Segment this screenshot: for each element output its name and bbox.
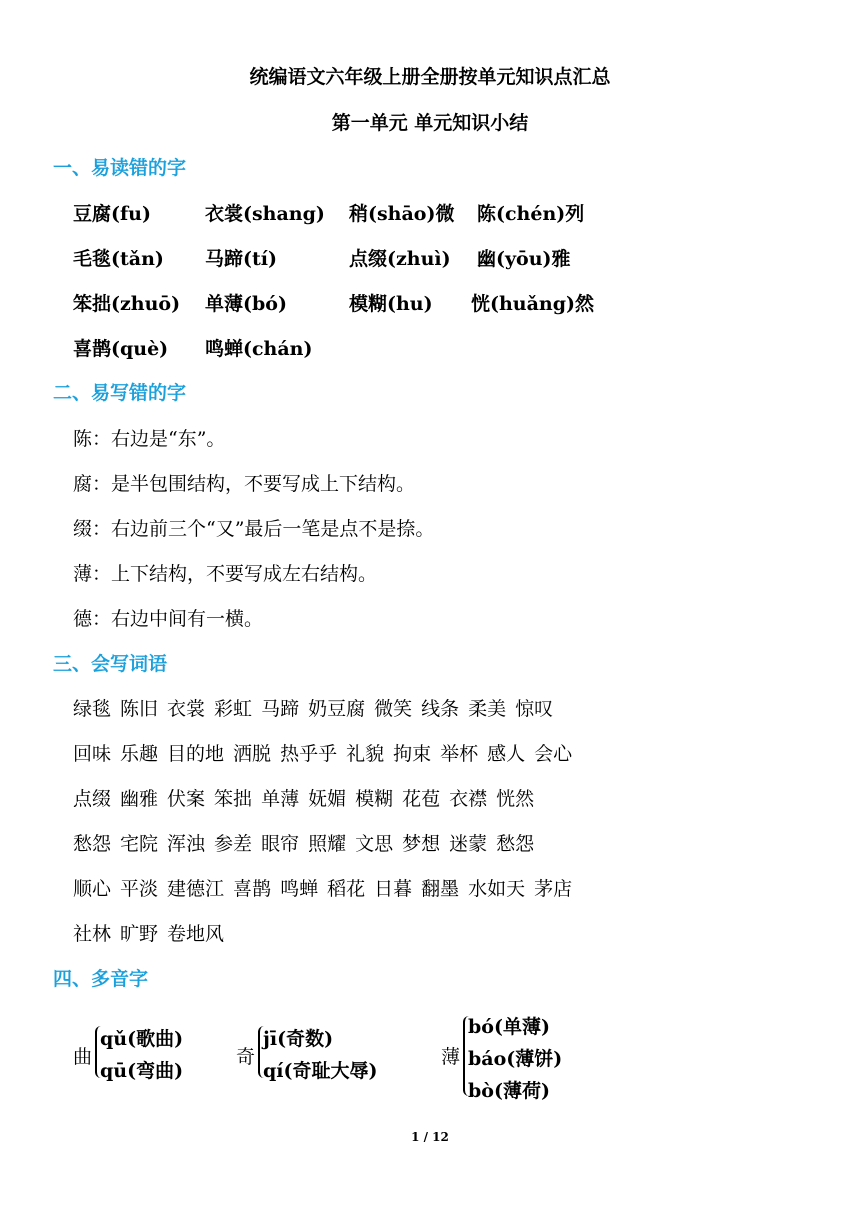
vocab-word: 回味 (73, 743, 112, 765)
vocab-word: 宅院 (120, 833, 159, 855)
vocab-word: 绿毯 (73, 698, 112, 720)
vocab-word: 水如天 (468, 878, 526, 900)
polyphone-reading: báo(薄饼) (468, 1048, 563, 1070)
section-heading-vocabulary: 三、会写词语 (53, 653, 168, 675)
polyphone-group (73, 1020, 213, 1090)
vocab-word: 礼貌 (346, 743, 385, 765)
vocab-word: 浑浊 (167, 833, 206, 855)
vocab-word: 参差 (214, 833, 253, 855)
vocab-word: 洒脱 (233, 743, 272, 765)
vocab-word: 柔美 (468, 698, 507, 720)
writing-note: 缀：右边前三个“又”最后一笔是点不是捺。 (73, 518, 435, 540)
pinyin-item: 鸣蝉(chán) (205, 338, 313, 360)
vocab-word: 花苞 (402, 788, 441, 810)
vocab-word: 鸣蝉 (280, 878, 319, 900)
vocab-word: 照耀 (308, 833, 347, 855)
pinyin-item: 笨拙(zhuō) (73, 293, 181, 315)
polyphone-char: 奇 (236, 1046, 256, 1068)
page-number: 1 / 12 (411, 1130, 449, 1144)
polyphone-char: 曲 (73, 1046, 93, 1068)
vocab-word: 迷蒙 (449, 833, 488, 855)
vocab-word: 愁怨 (496, 833, 535, 855)
vocab-word: 喜鹊 (233, 878, 272, 900)
vocab-word: 稻花 (327, 878, 366, 900)
pinyin-item: 恍(huǎng)然 (471, 293, 595, 315)
vocab-row (73, 784, 543, 811)
polyphone-reading: bó(单薄) (468, 1016, 550, 1038)
vocab-word: 目的地 (167, 743, 225, 765)
vocab-word: 拘束 (393, 743, 432, 765)
vocab-word: 衣裳 (167, 698, 206, 720)
vocab-word: 马蹄 (261, 698, 300, 720)
vocab-word: 陈旧 (120, 698, 159, 720)
vocab-word: 梦想 (402, 833, 441, 855)
vocab-word: 微笑 (374, 698, 413, 720)
vocab-word: 感人 (487, 743, 526, 765)
vocab-word: 奶豆腐 (308, 698, 366, 720)
pinyin-item: 毛毯(tǎn) (73, 248, 164, 270)
section-heading-misread: 一、易读错的字 (53, 157, 187, 179)
vocab-word: 彩虹 (214, 698, 253, 720)
polyphone-reading: bò(薄荷) (468, 1080, 550, 1102)
pinyin-item: 衣裳(shang) (205, 203, 325, 225)
vocab-row (73, 829, 543, 856)
section-heading-miswritten: 二、易写错的字 (53, 382, 187, 404)
vocab-word: 点缀 (73, 788, 112, 810)
section-heading-polyphones: 四、多音字 (53, 968, 149, 990)
polyphone-reading: qū(弯曲) (100, 1060, 184, 1082)
writing-note: 薄：上下结构，不要写成左右结构。 (73, 563, 378, 585)
pinyin-item: 幽(yōu)雅 (477, 248, 571, 270)
vocab-word: 茅店 (534, 878, 573, 900)
pinyin-item: 点缀(zhuì) (349, 248, 451, 270)
pinyin-item: 陈(chén)列 (477, 203, 585, 225)
vocab-row (73, 739, 581, 766)
polyphone-group (236, 1020, 396, 1090)
pinyin-item: 单薄(bó) (205, 293, 287, 315)
vocab-word: 幽雅 (120, 788, 159, 810)
pinyin-item: 豆腐(fu) (73, 203, 151, 225)
vocab-word: 笨拙 (214, 788, 253, 810)
document-title: 统编语文六年级上册全册按单元知识点汇总 (249, 66, 611, 88)
vocab-word: 线条 (421, 698, 460, 720)
polyphone-reading: jī(奇数) (263, 1028, 334, 1050)
vocab-word: 热乎乎 (280, 743, 338, 765)
vocab-word: 举杯 (440, 743, 479, 765)
vocab-word: 恍然 (496, 788, 535, 810)
vocab-word: 翻墨 (421, 878, 460, 900)
vocab-word: 模糊 (355, 788, 394, 810)
pinyin-item: 模糊(hu) (349, 293, 433, 315)
vocab-word: 会心 (534, 743, 573, 765)
polyphone-reading: qí(奇耻大辱) (263, 1060, 378, 1082)
vocab-word: 眼帘 (261, 833, 300, 855)
vocab-word: 衣襟 (449, 788, 488, 810)
writing-note: 腐：是半包围结构，不要写成上下结构。 (73, 473, 416, 495)
vocab-word: 单薄 (261, 788, 300, 810)
vocab-row (73, 919, 233, 946)
vocab-word: 妩媚 (308, 788, 347, 810)
vocab-word: 卷地风 (167, 923, 225, 945)
polyphone-reading: qǔ(歌曲) (100, 1028, 184, 1050)
writing-note: 德：右边中间有一横。 (73, 608, 264, 630)
vocab-word: 乐趣 (120, 743, 159, 765)
vocab-row (73, 874, 581, 901)
unit-title: 第一单元 单元知识小结 (331, 112, 529, 134)
vocab-word: 日暮 (374, 878, 413, 900)
vocab-word: 旷野 (120, 923, 159, 945)
polyphone-group (441, 1008, 581, 1103)
pinyin-item: 稍(shāo)微 (349, 203, 455, 225)
vocab-word: 伏案 (167, 788, 206, 810)
writing-note: 陈：右边是“东”。 (73, 428, 226, 450)
vocab-row (73, 694, 562, 721)
vocab-word: 社林 (73, 923, 112, 945)
vocab-word: 惊叹 (515, 698, 554, 720)
pinyin-item: 马蹄(tí) (205, 248, 277, 270)
vocab-word: 愁怨 (73, 833, 112, 855)
vocab-word: 文思 (355, 833, 394, 855)
vocab-word: 顺心 (73, 878, 112, 900)
vocab-word: 建德江 (167, 878, 225, 900)
vocab-word: 平淡 (120, 878, 159, 900)
pinyin-item: 喜鹊(què) (73, 338, 169, 360)
polyphone-char: 薄 (441, 1046, 461, 1068)
